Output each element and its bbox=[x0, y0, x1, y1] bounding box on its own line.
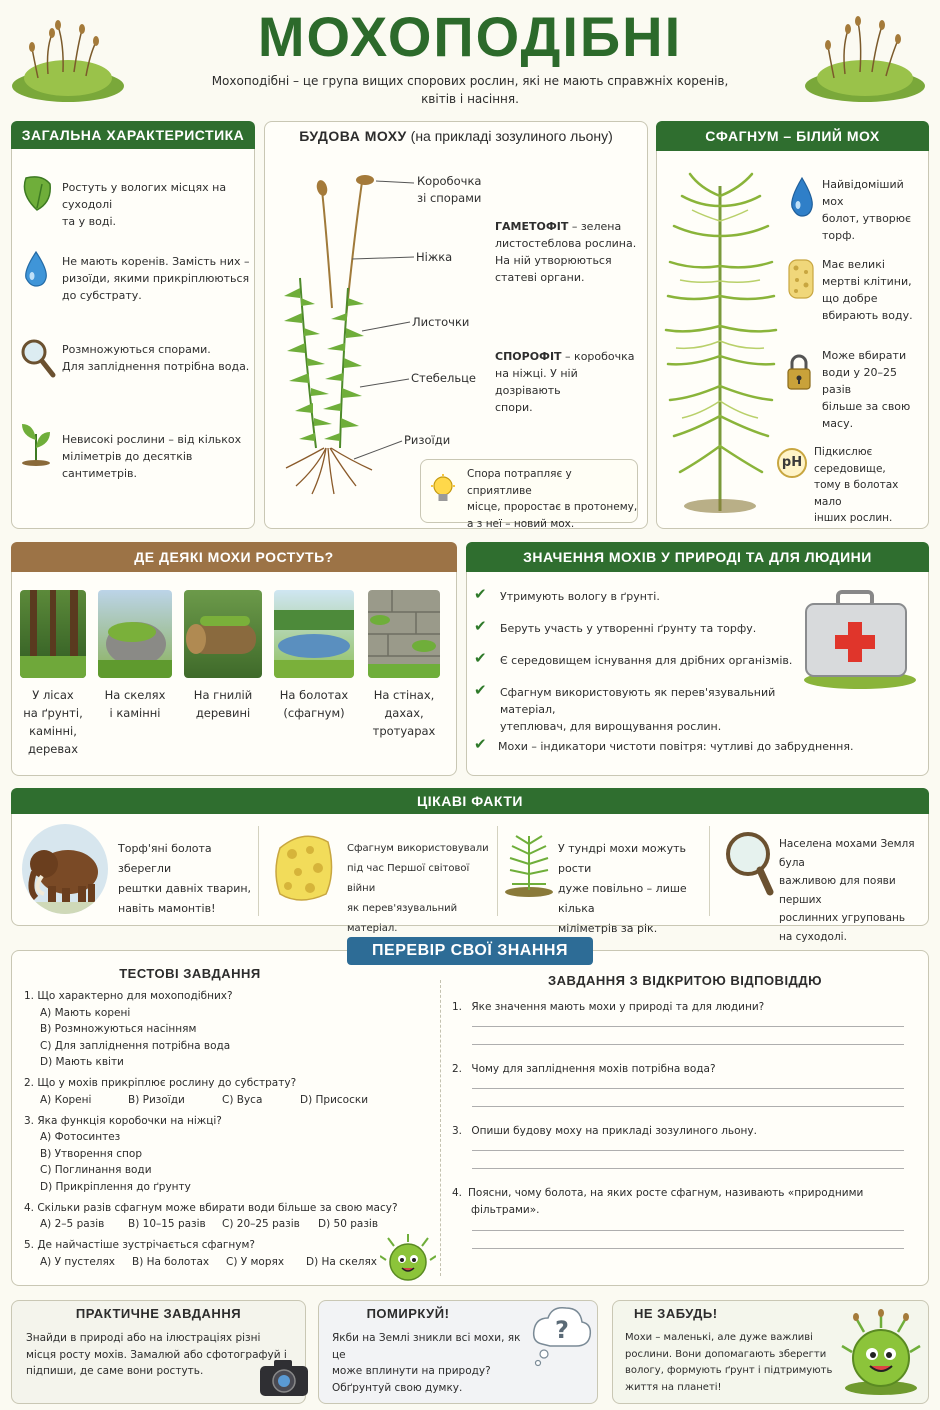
sprout-icon bbox=[18, 418, 54, 470]
gametophyte-term: ГАМЕТОФІТ bbox=[495, 220, 569, 233]
label-capsule-text: зі спорами bbox=[417, 191, 482, 205]
sphagnum-item-text: Найвідоміший мох bbox=[822, 178, 904, 208]
sphagnum-item-text: вбирають воду. bbox=[822, 309, 913, 322]
habitat-label bbox=[98, 686, 172, 722]
sphagnum-item-text: води у 20–25 разів bbox=[822, 366, 897, 396]
check-icon: ✔ bbox=[474, 735, 487, 753]
question: 2. Що у мохів прикріплює рослину до субстрату? bbox=[24, 1076, 297, 1089]
remember-text bbox=[625, 1330, 835, 1396]
fact-text bbox=[347, 839, 497, 939]
practical-line: підпиши, де саме вони ростуть. bbox=[26, 1365, 204, 1377]
habitat-rock-image bbox=[98, 590, 172, 678]
structure-title-sub: (на прикладі зозулиного льону) bbox=[410, 128, 613, 144]
test-questions bbox=[24, 988, 424, 1271]
habitat-label-text: і камінні bbox=[109, 706, 161, 720]
habitat-label-text: На гнилій bbox=[193, 688, 253, 702]
ph-icon bbox=[777, 448, 807, 478]
answer-option[interactable]: C) Для запліднення потрібна вода bbox=[40, 1039, 231, 1052]
sphagnum-item-text: Підкислює середовище, bbox=[814, 446, 886, 475]
remember-title: НЕ ЗАБУДЬ! bbox=[634, 1306, 718, 1321]
gametophyte-line: На ній утворюються bbox=[495, 254, 612, 267]
habitat-label-text: (сфагнум) bbox=[283, 706, 345, 720]
label-stalk: Ніжка bbox=[416, 250, 453, 264]
answer-option[interactable]: B) Ризоїди bbox=[128, 1093, 185, 1106]
sphagnum-item-text: тому в болотах мало bbox=[814, 479, 899, 508]
moss-mascot-icon bbox=[840, 1308, 922, 1400]
sphagnum-item-text: Має великі bbox=[822, 258, 885, 271]
sphagnum-item bbox=[814, 444, 928, 527]
open-question bbox=[452, 1185, 912, 1219]
answer-option[interactable]: D) На скелях bbox=[306, 1255, 378, 1268]
answer-option[interactable]: B) 10–15 разів bbox=[128, 1218, 206, 1231]
mammoth-icon bbox=[22, 824, 108, 914]
fact-line: Торф'яні болота зберегли bbox=[118, 842, 212, 875]
facts-title: ЦІКАВІ ФАКТИ bbox=[11, 788, 929, 814]
open-title: ЗАВДАННЯ З ВІДКРИТОЮ ВІДПОВІДДЮ bbox=[548, 973, 822, 988]
answer-option[interactable]: A) Мають корені bbox=[40, 1006, 131, 1019]
answer-option[interactable]: D) Присоски bbox=[300, 1093, 369, 1106]
think-line: Обґрунтуй свою думку. bbox=[332, 1381, 463, 1394]
importance-item bbox=[474, 585, 830, 605]
practical-text bbox=[26, 1330, 296, 1380]
sphagnum-item bbox=[822, 176, 928, 244]
practical-line: Знайди в природі або на ілюстраціях різні bbox=[26, 1332, 261, 1344]
fact-line: рослинних угруповань bbox=[779, 912, 906, 924]
habitat-label-text: на ґрунті, bbox=[23, 706, 83, 720]
open-question bbox=[452, 1123, 912, 1140]
quiz-title: ПЕРЕВІР СВОЇ ЗНАННЯ bbox=[347, 937, 593, 965]
general-item-text: Невисокі рослини – від кількох bbox=[62, 433, 242, 446]
sphagnum-item-text: інших рослин. bbox=[814, 512, 893, 524]
habitats-title: ДЕ ДЕЯКІ МОХИ РОСТУТЬ? bbox=[11, 542, 457, 572]
habitat-label-text: камінні, bbox=[29, 724, 77, 738]
sporophyte-line: спори. bbox=[495, 401, 533, 414]
open-question bbox=[452, 999, 912, 1016]
answer-option[interactable]: B) На болотах bbox=[132, 1255, 210, 1268]
page-subtitle bbox=[0, 72, 940, 108]
open-question-number: 1. bbox=[452, 1001, 463, 1013]
structure-title-main: БУДОВА МОХУ bbox=[299, 128, 407, 144]
habitat-label-text: На скелях bbox=[104, 688, 166, 702]
fact-text bbox=[779, 835, 927, 946]
answer-option[interactable]: A) 2–5 разів bbox=[40, 1218, 105, 1231]
tip-line: а з неї – новий мох. bbox=[467, 517, 575, 530]
question: 3. Яка функція коробочки на ніжці? bbox=[24, 1114, 222, 1127]
magnifier-icon bbox=[20, 338, 56, 382]
magnifier-icon bbox=[724, 830, 774, 900]
answer-line[interactable] bbox=[472, 1168, 904, 1169]
sphagnum-item bbox=[822, 347, 928, 432]
importance-item bbox=[474, 681, 830, 735]
general-item-text: ризоїди, якими прикріплюються bbox=[62, 272, 250, 285]
general-item-text: Для запліднення потрібна вода. bbox=[62, 360, 250, 373]
open-question-text: фільтрами». bbox=[471, 1204, 540, 1216]
general-item-text: до субстрату. bbox=[62, 289, 142, 302]
importance-item-text: Беруть участь у утворенні ґрунту та торфу. bbox=[500, 622, 757, 635]
habitat-label bbox=[272, 686, 356, 722]
sphagnum-item-text: болот, утворює bbox=[822, 212, 912, 225]
think-line: Якби на Землі зникли всі мохи, як це bbox=[332, 1332, 521, 1361]
answer-line[interactable] bbox=[472, 1088, 904, 1089]
answer-line[interactable] bbox=[472, 1106, 904, 1107]
fact-line: У тундрі мохи можуть рости bbox=[558, 842, 686, 875]
habitat-label bbox=[18, 686, 88, 758]
remember-line: Мохи – маленькі, але дуже важливі bbox=[625, 1332, 813, 1343]
question: 4. Скільки разів сфагнум може вбирати води більше за свою масу? bbox=[24, 1201, 398, 1214]
answer-line[interactable] bbox=[472, 1248, 904, 1249]
general-item-text: міліметрів до десятків сантиметрів. bbox=[62, 450, 193, 480]
habitat-label-text: деревах bbox=[27, 742, 79, 756]
tip-line: Спора потрапляє у сприятливе bbox=[467, 468, 572, 497]
remember-line: рослини. Вони допомагають зберегти bbox=[625, 1348, 827, 1360]
fact-line: рештки давніх тварин, bbox=[118, 882, 252, 895]
question-cloud-icon bbox=[530, 1302, 594, 1372]
subtitle-line: Мохоподібні – це група вищих спорових рослин, які не мають справжніх коренів, bbox=[211, 74, 729, 88]
open-question-number: 4. bbox=[452, 1187, 463, 1199]
open-question-text: Яке значення мають мохи у природі та для людини? bbox=[471, 1001, 765, 1013]
importance-item-text: утеплювач, для вирощування рослин. bbox=[500, 720, 722, 733]
habitat-label-text: У лісах bbox=[32, 688, 74, 702]
open-question-text: Чому для запліднення мохів потрібна вода? bbox=[471, 1063, 716, 1075]
sporophyte-line: на ніжці. У ній дозрівають bbox=[495, 367, 578, 397]
sphagnum-title: СФАГНУМ – БІЛИЙ МОХ bbox=[656, 121, 929, 151]
gametophyte-line: – зелена bbox=[568, 220, 622, 233]
importance-item bbox=[474, 649, 830, 669]
label-capsule-text: Коробочка bbox=[417, 174, 482, 188]
practical-title: ПРАКТИЧНЕ ЗАВДАННЯ bbox=[75, 1306, 242, 1321]
general-item bbox=[62, 179, 252, 230]
answer-option[interactable]: C) Поглинання води bbox=[40, 1164, 152, 1177]
moss-mascot-icon bbox=[380, 1232, 436, 1288]
subtitle-line: квітів і насіння. bbox=[421, 92, 519, 106]
habitat-label-text: На болотах bbox=[279, 688, 349, 702]
question: 5. Де найчастіше зустрічається сфагнум? bbox=[24, 1239, 256, 1252]
label-capsule bbox=[417, 173, 481, 207]
habitat-forest-image bbox=[20, 590, 86, 678]
general-item bbox=[62, 431, 254, 482]
habitat-label bbox=[364, 686, 444, 740]
tests-title: ТЕСТОВІ ЗАВДАННЯ bbox=[119, 966, 261, 981]
check-icon: ✔ bbox=[474, 585, 487, 603]
general-item-text: Розмножуються спорами. bbox=[62, 343, 211, 356]
answer-row bbox=[40, 1092, 424, 1109]
fact-line: дуже повільно – лише кілька bbox=[558, 882, 687, 915]
sphagnum-item-text: масу. bbox=[822, 417, 854, 430]
habitat-label-text: тротуарах bbox=[372, 724, 436, 738]
answer-option[interactable]: B) Утворення спор bbox=[40, 1147, 143, 1160]
check-icon: ✔ bbox=[474, 617, 487, 635]
fact-text bbox=[558, 839, 706, 939]
open-question-text: Опиши будову моху на прикладі зозулиного льону. bbox=[471, 1125, 757, 1137]
habitat-label-text: На стінах, bbox=[373, 688, 435, 702]
general-item-text: та у воді. bbox=[62, 215, 117, 228]
sponge-icon bbox=[787, 258, 815, 304]
open-question-number: 2. bbox=[452, 1063, 463, 1075]
remember-line: життя на планеті! bbox=[625, 1381, 722, 1393]
moss-tuft-icon bbox=[502, 826, 556, 902]
question: 1. Що характерно для мохоподібних? bbox=[24, 990, 233, 1002]
fact-text bbox=[118, 839, 256, 919]
answer-option[interactable]: A) Корені bbox=[40, 1093, 92, 1106]
answer-option[interactable]: A) У пустелях bbox=[40, 1255, 116, 1268]
general-item-text: Ростуть у вологих місцях на суходолі bbox=[62, 181, 227, 211]
label-rhizoids: Ризоїди bbox=[404, 433, 451, 447]
quiz-column-divider bbox=[440, 980, 441, 1276]
camera-icon bbox=[258, 1358, 310, 1402]
think-line: може вплинути на природу? bbox=[332, 1365, 491, 1377]
sporophyte-term: СПОРОФІТ bbox=[495, 350, 562, 363]
ph-badge-text: pH bbox=[781, 455, 803, 470]
habitat-rotten-wood-image bbox=[184, 590, 262, 678]
answer-option[interactable]: D) Прикріплення до ґрунту bbox=[40, 1180, 191, 1193]
think-text bbox=[332, 1330, 532, 1396]
answer-option[interactable]: D) 50 разів bbox=[318, 1218, 379, 1231]
habitat-bog-image bbox=[274, 590, 354, 678]
habitat-label-text: деревині bbox=[195, 706, 251, 720]
importance-item-text: Мохи – індикатори чистоти повітря: чутливі до забруднення. bbox=[498, 740, 854, 753]
sphagnum-item-text: що добре bbox=[822, 292, 878, 305]
sphagnum-item-text: більше за свою bbox=[822, 400, 911, 413]
answer-row bbox=[40, 1254, 424, 1271]
open-question-number: 3. bbox=[452, 1125, 463, 1137]
answer-option[interactable]: C) У морях bbox=[226, 1255, 285, 1268]
fact-line: міліметрів за рік. bbox=[558, 922, 658, 935]
answer-option[interactable]: D) Мають квіти bbox=[40, 1056, 124, 1069]
tip-line: місце, проростає в протонему, bbox=[467, 501, 638, 513]
answer-line[interactable] bbox=[472, 1044, 904, 1045]
check-icon: ✔ bbox=[474, 649, 487, 667]
sphagnum-item-text: мертві клітини, bbox=[822, 275, 912, 288]
gametophyte-line: статеві органи. bbox=[495, 271, 585, 284]
sphagnum-illustration bbox=[660, 166, 780, 520]
leaf-icon bbox=[20, 172, 54, 216]
fact-line: важливою для появи перших bbox=[779, 875, 896, 906]
water-drop-icon bbox=[789, 176, 815, 222]
habitat-wall-image bbox=[368, 590, 440, 678]
sphagnum-item-text: Може вбирати bbox=[822, 349, 907, 362]
sphagnum-item-text: торф. bbox=[822, 229, 856, 242]
water-drop-icon bbox=[22, 250, 50, 292]
fact-line: Сфагнум використовували bbox=[347, 843, 489, 854]
importance-item bbox=[474, 617, 830, 637]
answer-option[interactable]: C) Вуса bbox=[222, 1093, 263, 1106]
lock-icon bbox=[786, 353, 812, 395]
fact-line: навіть мамонтів! bbox=[118, 902, 216, 915]
fact-line: як перев'язувальний матеріал. bbox=[347, 903, 458, 934]
label-leaves: Листочки bbox=[412, 315, 470, 329]
answer-option[interactable]: C) 20–25 разів bbox=[222, 1218, 300, 1231]
open-question bbox=[452, 1061, 912, 1078]
importance-title: ЗНАЧЕННЯ МОХІВ У ПРИРОДІ ТА ДЛЯ ЛЮДИНИ bbox=[466, 542, 929, 572]
sporophyte-text bbox=[495, 348, 645, 416]
general-item bbox=[62, 341, 252, 375]
answer-option[interactable]: A) Фотосинтез bbox=[40, 1131, 121, 1144]
answer-line[interactable] bbox=[472, 1026, 904, 1027]
sporophyte-line: – коробочка bbox=[561, 350, 635, 363]
label-stem: Стебельце bbox=[411, 371, 477, 385]
importance-item-text: Утримують вологу в ґрунті. bbox=[500, 590, 660, 603]
remember-line: вологу, формують ґрунт і підтримують bbox=[625, 1365, 833, 1376]
answer-line[interactable] bbox=[472, 1230, 904, 1231]
importance-item-text: Є середовищем існування для дрібних організмів. bbox=[500, 654, 793, 667]
page-title: МОХОПОДІБНІ bbox=[257, 5, 683, 68]
tip-text bbox=[467, 466, 639, 532]
sphagnum-item bbox=[822, 256, 928, 324]
answer-option[interactable]: B) Розмножуються насінням bbox=[40, 1023, 197, 1036]
general-item-text: Не мають коренів. Замість них – bbox=[62, 255, 250, 268]
fact-line: на суходолі. bbox=[779, 930, 847, 943]
lightbulb-icon bbox=[430, 474, 456, 512]
practical-line: місця росту мохів. Замалюй або сфотографуй і bbox=[26, 1348, 287, 1361]
habitat-label-text: дахах, bbox=[384, 706, 424, 720]
habitat-label bbox=[184, 686, 262, 722]
sponge-icon bbox=[270, 828, 338, 910]
importance-item bbox=[474, 735, 914, 755]
check-icon: ✔ bbox=[474, 681, 487, 699]
think-title: ПОМИРКУЙ! bbox=[366, 1306, 450, 1321]
gametophyte-line: листостеблова рослина. bbox=[495, 237, 637, 250]
fact-line: Населена мохами Земля була bbox=[779, 838, 915, 869]
open-question-text: Поясни, чому болота, на яких росте сфагнум, називають «природними bbox=[468, 1187, 864, 1199]
answer-line[interactable] bbox=[472, 1150, 904, 1151]
answer-row bbox=[40, 1216, 424, 1233]
fact-divider bbox=[709, 826, 710, 916]
gametophyte-text bbox=[495, 218, 645, 286]
fact-divider bbox=[497, 826, 498, 916]
importance-item-text: Сфагнум використовують як перев'язувальний матеріал, bbox=[500, 686, 776, 716]
fact-line: під час Першої світової війни bbox=[347, 863, 470, 894]
svg-text:?: ? bbox=[555, 1316, 569, 1344]
general-title: ЗАГАЛЬНА ХАРАКТЕРИСТИКА bbox=[11, 121, 255, 149]
general-item bbox=[62, 253, 252, 304]
fact-divider bbox=[258, 826, 259, 916]
